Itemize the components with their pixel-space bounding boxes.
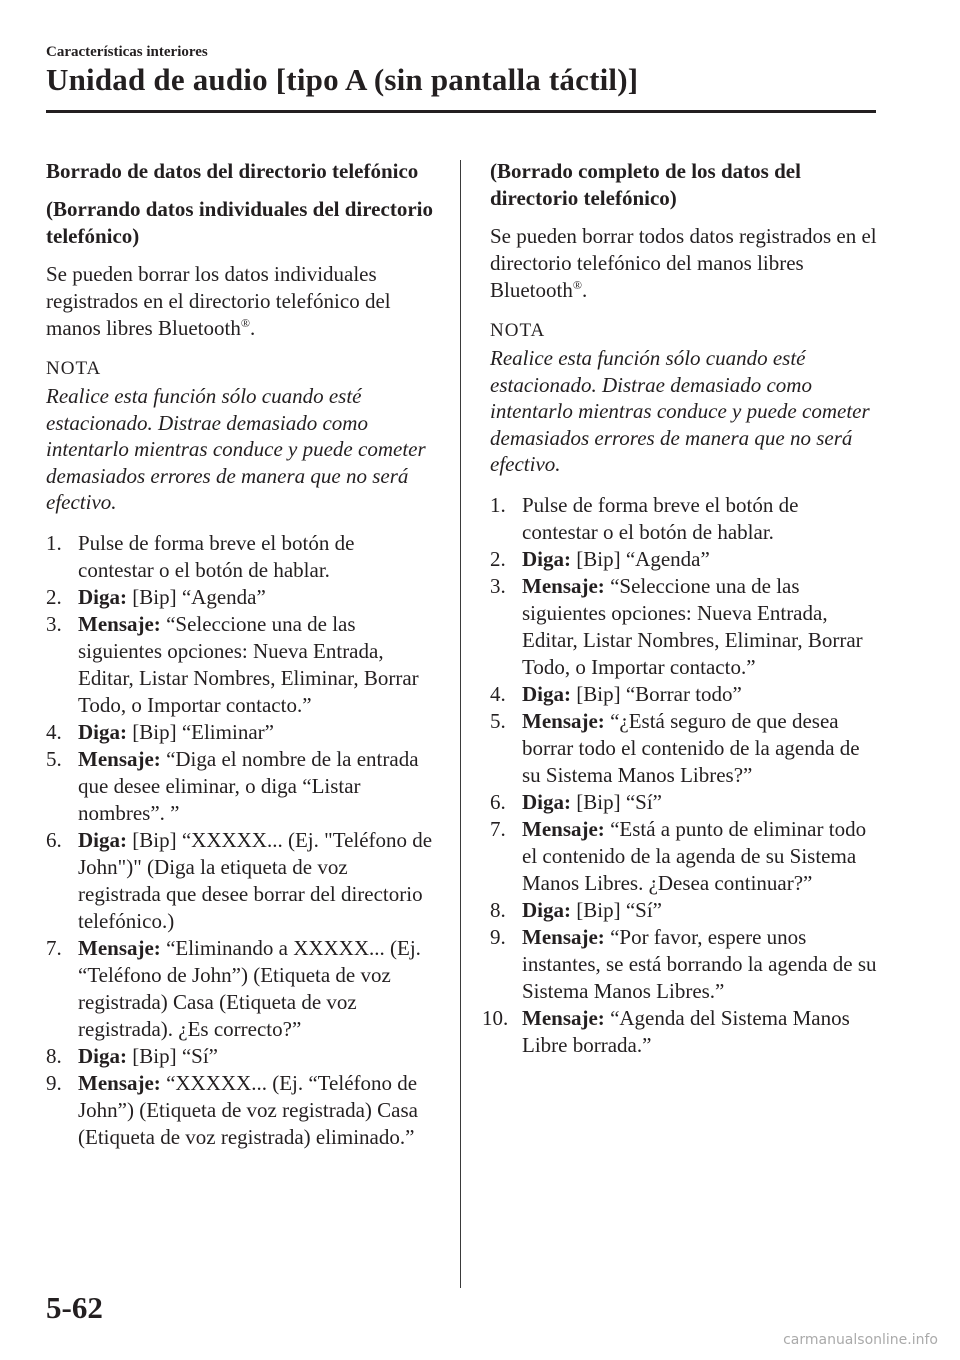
step-keyword: Mensaje: — [522, 924, 605, 949]
step-item — [482, 1005, 878, 1059]
step-number: 1. — [46, 530, 62, 555]
step-text: [Bip] “Agenda” — [571, 546, 710, 571]
step-number: 5. — [46, 746, 62, 771]
step-keyword: Diga: — [522, 681, 571, 706]
step-text: [Bip] “Sí” — [571, 789, 662, 814]
step-item — [490, 789, 878, 816]
registered-mark: ® — [240, 316, 250, 330]
step-text: [Bip] “Borrar todo” — [571, 681, 742, 706]
step-number: 3. — [46, 611, 62, 636]
note-text: Realice esta función sólo cuando esté estacionado. Distrae demasiado como intentarlo mientras conduce y puede cometer demasiados errores de manera que no será efectivo. — [46, 384, 426, 514]
step-number: 2. — [46, 584, 62, 609]
step-keyword: Mensaje: — [78, 1070, 161, 1095]
step-text: [Bip] “Agenda” — [127, 584, 266, 609]
step-text: “Eliminando a XXXXX... (Ej. “Teléfono de John”) (Etiqueta de voz registrada) Casa (Etiqueta de voz registrada). ¿Es correcto?” — [78, 935, 421, 1041]
subsection-heading: (Borrando datos individuales del directorio telefónico) — [46, 197, 433, 248]
step-item — [490, 708, 878, 789]
subsection-heading: (Borrado completo de los datos del directorio telefónico) — [490, 159, 801, 210]
intro-end: . — [581, 278, 588, 302]
watermark: carmanualsonline.info — [783, 1332, 938, 1348]
step-text: [Bip] “XXXXX... (Ej. "Teléfono de John")" (Diga la etiqueta de voz registrada que desee borrar del directorio telefónico.) — [78, 827, 433, 933]
step-keyword: Diga: — [522, 789, 571, 814]
step-item — [490, 681, 878, 708]
column-divider — [460, 160, 461, 1288]
step-item — [46, 1070, 434, 1151]
step-item — [46, 1043, 434, 1070]
step-item — [46, 530, 434, 584]
intro-paragraph — [46, 261, 434, 342]
step-number: 1. — [490, 492, 506, 517]
step-item — [490, 573, 878, 681]
note-text: Realice esta función sólo cuando esté estacionado. Distrae demasiado como intentarlo mientras conduce y puede cometer demasiados errores de manera que no será efectivo. — [490, 346, 870, 476]
intro-text: Se pueden borrar todos datos registrados en el directorio telefónico del manos libres Bluetooth — [490, 224, 877, 302]
steps-list — [482, 492, 878, 1059]
step-keyword: Diga: — [78, 1043, 127, 1068]
step-item — [46, 935, 434, 1043]
step-keyword: Diga: — [78, 827, 127, 852]
note-label: NOTA — [46, 358, 102, 379]
page-number: 5-62 — [46, 1290, 103, 1325]
intro-end: . — [249, 316, 256, 340]
step-keyword: Mensaje: — [522, 1005, 605, 1030]
page-title: Unidad de audio [tipo A (sin pantalla táctil)] — [46, 62, 639, 97]
step-keyword: Diga: — [78, 584, 127, 609]
registered-mark: ® — [572, 278, 582, 292]
step-item — [46, 611, 434, 719]
step-keyword: Diga: — [522, 546, 571, 571]
step-keyword: Mensaje: — [522, 816, 605, 841]
step-number: 7. — [490, 816, 506, 841]
step-item — [490, 492, 878, 546]
step-number: 4. — [46, 719, 62, 744]
section-label: Características interiores — [46, 44, 208, 60]
steps-list — [46, 530, 434, 1151]
step-item — [490, 816, 878, 897]
intro-paragraph — [490, 223, 878, 304]
step-item — [490, 897, 878, 924]
step-item — [46, 746, 434, 827]
step-keyword: Mensaje: — [78, 611, 161, 636]
step-number: 8. — [46, 1043, 62, 1068]
step-text: “Seleccione una de las siguientes opciones: Nueva Entrada, Editar, Listar Nombres, Eliminar, Borrar Todo, o Importar contacto.” — [78, 611, 419, 717]
step-number: 4. — [490, 681, 506, 706]
step-number: 3. — [490, 573, 506, 598]
step-item — [46, 827, 434, 935]
step-number: 10. — [482, 1005, 509, 1030]
step-item — [490, 924, 878, 1005]
step-number: 7. — [46, 935, 62, 960]
step-keyword: Mensaje: — [522, 708, 605, 733]
step-keyword: Mensaje: — [522, 573, 605, 598]
step-text: “Agenda del Sistema Manos Libre borrada.” — [522, 1005, 850, 1057]
left-column — [46, 158, 434, 1151]
step-number: 9. — [490, 924, 506, 949]
step-number: 6. — [490, 789, 506, 814]
step-keyword: Diga: — [78, 719, 127, 744]
step-text: “XXXXX... (Ej. “Teléfono de John”) (Etiqueta de voz registrada) Casa (Etiqueta de voz registrada) eliminado.” — [78, 1070, 418, 1149]
step-number: 9. — [46, 1070, 62, 1095]
section-heading: Borrado de datos del directorio telefónico — [46, 159, 419, 183]
step-item — [46, 719, 434, 746]
step-number: 6. — [46, 827, 62, 852]
right-column — [482, 158, 878, 1059]
step-text: [Bip] “Sí” — [127, 1043, 218, 1068]
step-number: 5. — [490, 708, 506, 733]
step-text: “Está a punto de eliminar todo el contenido de la agenda de su Sistema Manos Libres. ¿Desea continuar?” — [522, 816, 867, 895]
step-text: Pulse de forma breve el botón de contestar o el botón de hablar. — [78, 530, 355, 582]
step-text: [Bip] “Sí” — [571, 897, 662, 922]
title-rule — [46, 110, 876, 113]
step-keyword: Mensaje: — [78, 935, 161, 960]
step-text: “Por favor, espere unos instantes, se está borrando la agenda de su Sistema Manos Libres.” — [522, 924, 877, 1003]
step-number: 8. — [490, 897, 506, 922]
note-label: NOTA — [490, 320, 546, 341]
step-text: [Bip] “Eliminar” — [127, 719, 274, 744]
step-text: Pulse de forma breve el botón de contestar o el botón de hablar. — [522, 492, 799, 544]
step-item — [490, 546, 878, 573]
intro-text: Se pueden borrar los datos individuales registrados en el directorio telefónico del manos libres Bluetooth — [46, 262, 391, 340]
step-text: “Diga el nombre de la entrada que desee eliminar, o diga “Listar nombres”. ” — [78, 746, 419, 825]
step-number: 2. — [490, 546, 506, 571]
step-keyword: Diga: — [522, 897, 571, 922]
step-text: “¿Está seguro de que desea borrar todo el contenido de la agenda de su Sistema Manos Libres?” — [522, 708, 860, 787]
step-keyword: Mensaje: — [78, 746, 161, 771]
step-text: “Seleccione una de las siguientes opciones: Nueva Entrada, Editar, Listar Nombres, Eliminar, Borrar Todo, o Importar contacto.” — [522, 573, 863, 679]
step-item — [46, 584, 434, 611]
